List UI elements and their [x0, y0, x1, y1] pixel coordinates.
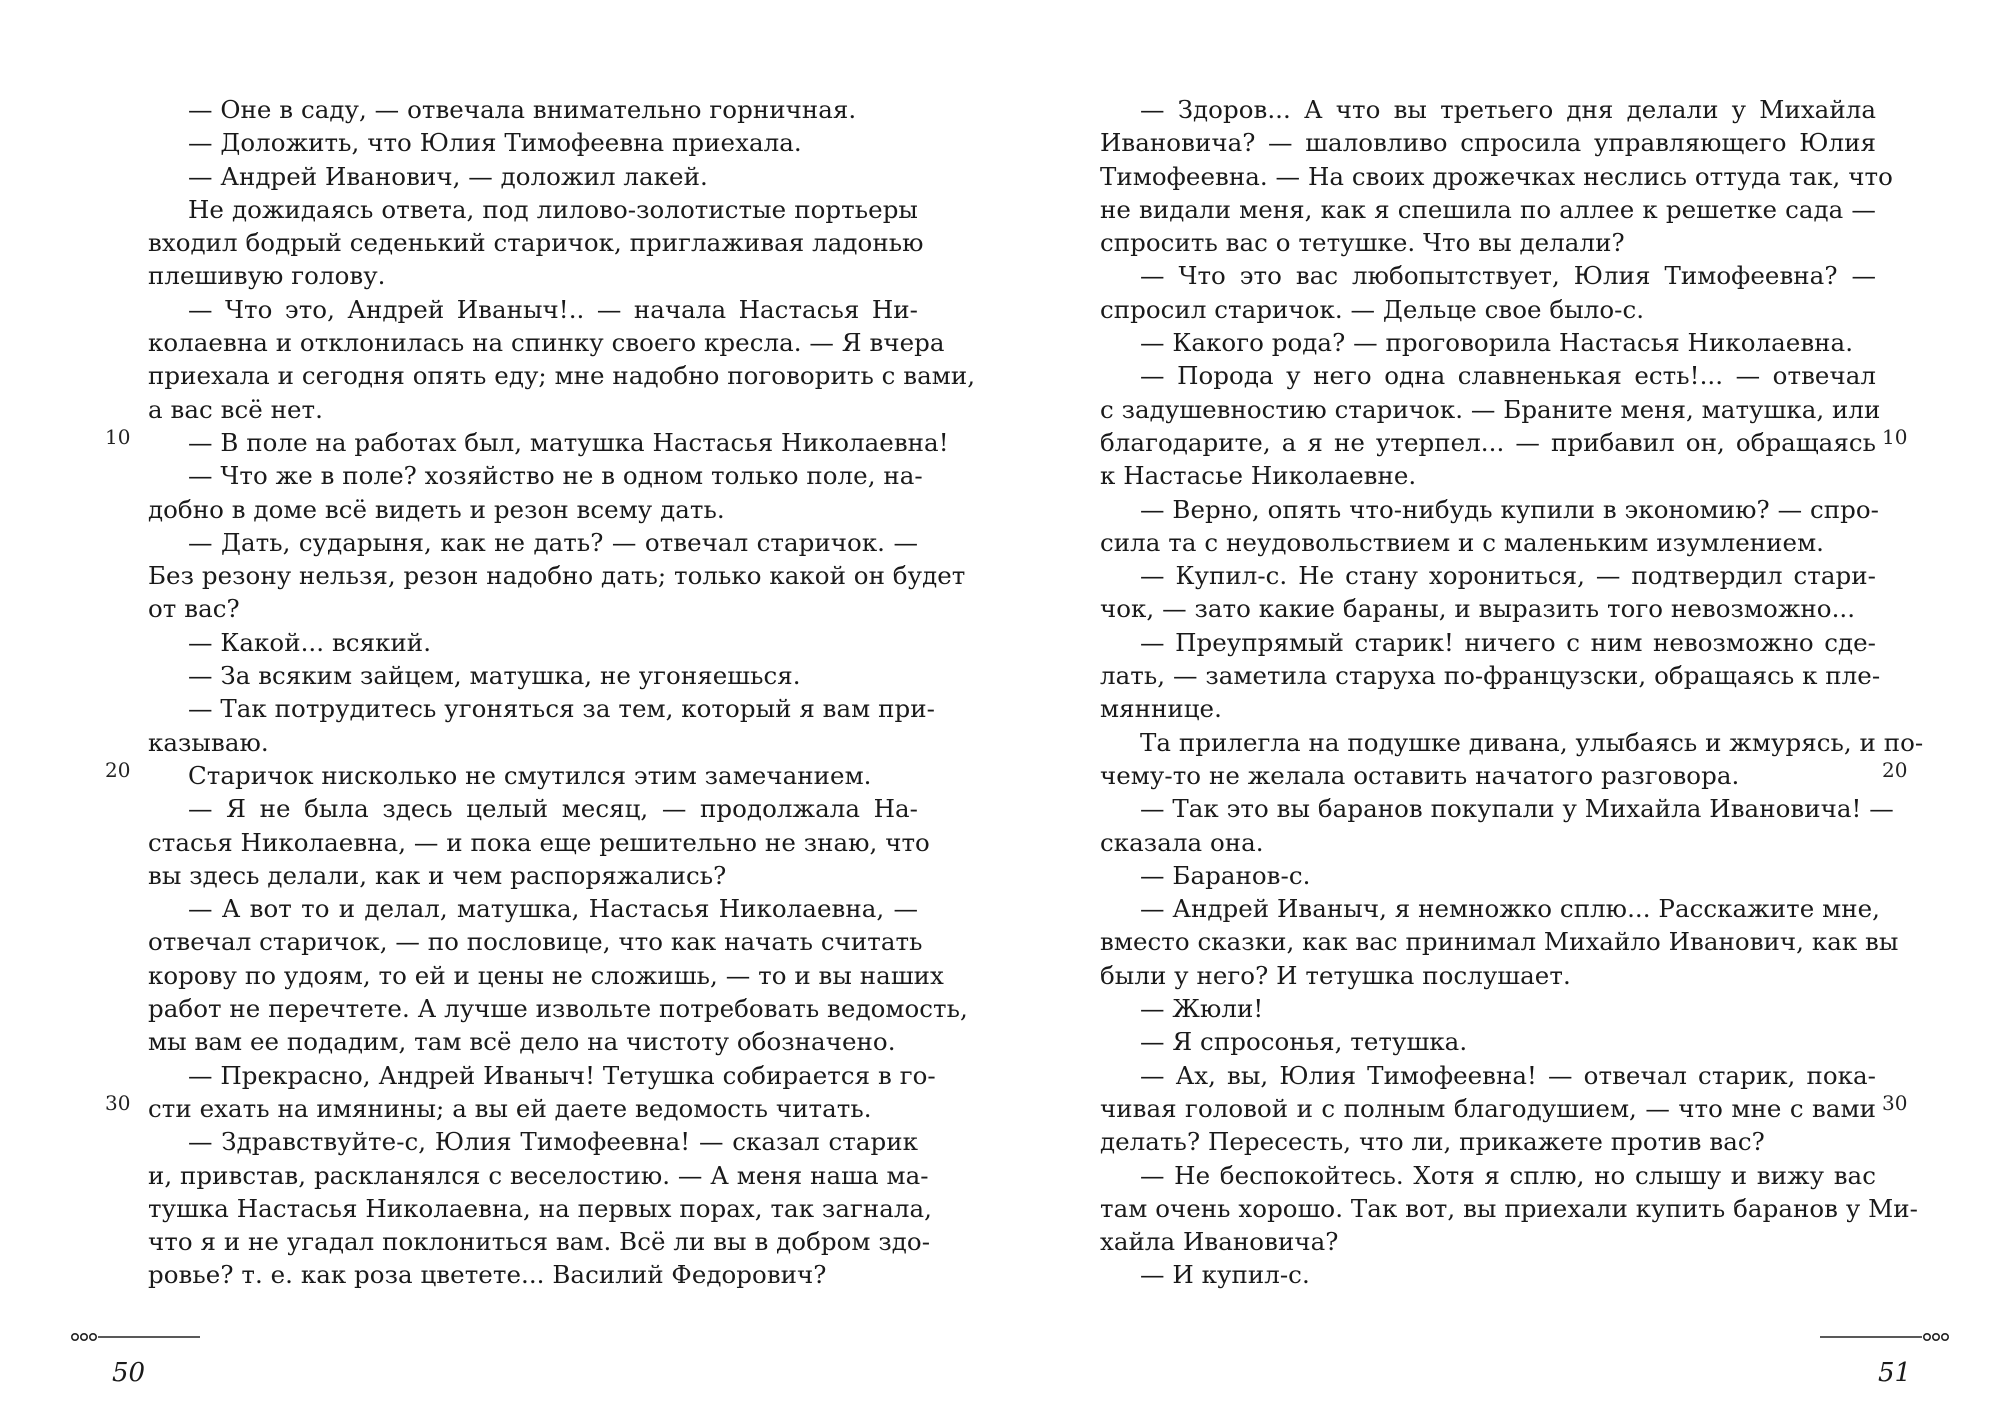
text-line: — И купил-с. — [1140, 1260, 1310, 1290]
line-number-marker: 30 — [1882, 1091, 1908, 1115]
text-line: хайла Ивановича? — [1100, 1227, 1339, 1257]
text-line: — Порода у него одна славненькая есть!... — отвечал — [1140, 361, 1876, 391]
right-page — [1000, 0, 2000, 1417]
line-number-marker: 10 — [1882, 425, 1908, 449]
text-line: вы здесь делали, как и чем распоряжались? — [148, 860, 727, 890]
text-line: спросил старичок. — Дельце свое было-с. — [1100, 294, 1645, 324]
text-line: а вас всё нет. — [148, 394, 323, 424]
text-line: лать, — заметила старуха по-французски, обращаясь к пле- — [1100, 661, 1881, 691]
line-number-marker: 20 — [105, 758, 131, 782]
text-line: добно в доме всё видеть и резон всему дать. — [148, 494, 725, 524]
text-line: — Что же в поле? хозяйство не в одном только поле, на- — [188, 461, 923, 491]
page-number: 50 — [112, 1358, 146, 1388]
text-line: казываю. — [148, 727, 269, 757]
text-line: работ не перечтете. А лучше извольте потребовать ведомость, — [148, 994, 968, 1024]
text-line: стасья Николаевна, — и пока еще решительно не знаю, что — [148, 827, 930, 857]
text-line: сти ехать на имянины; а вы ей даете ведомость читать. — [148, 1093, 872, 1123]
text-line: Без резону нельзя, резон надобно дать; только какой он будет — [148, 561, 966, 591]
text-line: сказала она. — [1100, 827, 1264, 857]
text-line: — Андрей Иванович, — доложил лакей. — [188, 161, 708, 191]
text-line: делать? Пересесть, что ли, прикажете против вас? — [1100, 1127, 1765, 1157]
text-line: ровье? т. е. как роза цветете... Василий Федорович? — [148, 1260, 827, 1290]
text-line: были у него? И тетушка послушает. — [1100, 960, 1571, 990]
text-line: — Баранов-с. — [1140, 860, 1311, 890]
text-line: — Преупрямый старик! ничего с ним невозможно сде- — [1140, 627, 1876, 657]
text-line: — Прекрасно, Андрей Иваныч! Тетушка собирается в го- — [188, 1060, 936, 1090]
text-line: — В поле на работах был, матушка Настасья Николаевна! — [188, 427, 949, 457]
text-line: — Андрей Иваныч, я немножко сплю... Расскажите мне, — [1140, 894, 1881, 924]
text-line: чивая головой и с полным благодушием, — что мне с вами — [1100, 1093, 1876, 1123]
text-line: чему-то не желала оставить начатого разговора. — [1100, 760, 1740, 790]
text-line: что я и не угадал поклониться вам. Всё ли вы в добром здо- — [148, 1227, 931, 1257]
line-number-marker: 10 — [105, 425, 131, 449]
text-line: — Здравствуйте-с, Юлия Тимофеевна! — сказал старик — [188, 1127, 918, 1157]
ornament-icon — [1820, 1330, 1950, 1344]
text-line: — А вот то и делал, матушка, Настасья Николаевна, — — [188, 894, 918, 924]
text-line: тушка Настасья Николаевна, на первых порах, так загнала, — [148, 1193, 932, 1223]
text-line: — Ах, вы, Юлия Тимофеевна! — отвечал старик, пока- — [1140, 1060, 1876, 1090]
text-line: приехала и сегодня опять еду; мне надобно поговорить с вами, — [148, 361, 976, 391]
text-line: вместо сказки, как вас принимал Михайло Иванович, как вы — [1100, 927, 1899, 957]
text-line: — Что это вас любопытствует, Юлия Тимофеевна? — — [1140, 261, 1876, 291]
text-line: Та прилегла на подушке дивана, улыбаясь и жмурясь, и по- — [1140, 727, 1924, 757]
text-line: благодарите, а я не утерпел... — прибавил он, обращаясь — [1100, 427, 1876, 457]
text-line: корову по удоям, то ей и цены не сложишь, — то и вы наших — [148, 960, 944, 990]
text-line: — Я не была здесь целый месяц, — продолжала На- — [188, 794, 918, 824]
text-line: колаевна и отклонилась на спинку своего кресла. — Я вчера — [148, 328, 945, 358]
text-line: — Не беспокойтесь. Хотя я сплю, но слышу и вижу вас — [1140, 1160, 1876, 1190]
left-page-text — [148, 93, 976, 1292]
text-line: — Доложить, что Юлия Тимофеевна приехала. — [188, 128, 802, 158]
text-line: Не дожидаясь ответа, под лилово-золотистые портьеры — [188, 194, 918, 224]
text-line: — Жюли! — [1140, 994, 1264, 1024]
text-line: сила та с неудовольствием и с маленьким изумлением. — [1100, 527, 1825, 557]
text-line: — За всяким зайцем, матушка, не угоняешься. — [188, 661, 801, 691]
text-line: — Так это вы баранов покупали у Михайла Ивановича! — — [1140, 794, 1894, 824]
ornament-icon — [70, 1330, 200, 1344]
text-line: с задушевностию старичок. — Браните меня, матушка, или — [1100, 394, 1881, 424]
text-line: не видали меня, как я спешила по аллее к решетке сада — — [1100, 194, 1876, 224]
text-line: спросить вас о тетушке. Что вы делали? — [1100, 228, 1625, 258]
text-line: — Какого рода? — проговорила Настасья Николаевна. — [1140, 328, 1854, 358]
text-line: входил бодрый седенький старичок, приглаживая ладонью — [148, 228, 924, 258]
text-line: и, привстав, раскланялся с веселостию. — А меня наша ма- — [148, 1160, 929, 1190]
text-line: там очень хорошо. Так вот, вы приехали купить баранов у Ми- — [1100, 1193, 1918, 1223]
text-line: к Настасье Николаевне. — [1100, 461, 1417, 491]
page-number: 51 — [1878, 1358, 1912, 1388]
text-line: мяннице. — [1100, 694, 1222, 724]
text-line: — Так потрудитесь угоняться за тем, который я вам при- — [188, 694, 935, 724]
text-line: — Верно, опять что-нибудь купили в экономию? — спро- — [1140, 494, 1879, 524]
text-line: — Какой... всякий. — [188, 627, 432, 657]
text-line: Старичок нисколько не смутился этим замечанием. — [188, 760, 872, 790]
text-line: — Здоров... А что вы третьего дня делали у Михайла — [1140, 95, 1876, 124]
text-line: Ивановича? — шаловливо спросила управляющего Юлия — [1100, 128, 1876, 158]
line-number-marker: 20 — [1882, 758, 1908, 782]
text-line: плешивую голову. — [148, 261, 386, 291]
text-line: — Дать, сударыня, как не дать? — отвечал старичок. — — [188, 527, 918, 557]
text-line: Тимофеевна. — На своих дрожечках неслись оттуда так, что — [1100, 161, 1893, 191]
text-line: чок, — зато какие бараны, и выразить того невозможно... — [1100, 594, 1856, 624]
text-line: — Купил-с. Не стану хорониться, — подтвердил стари- — [1140, 561, 1876, 591]
text-line: от вас? — [148, 594, 240, 624]
text-line: — Что это, Андрей Иваныч!.. — начала Настасья Ни- — [188, 294, 918, 324]
line-number-marker: 30 — [105, 1091, 131, 1115]
text-line: — Я спросонья, тетушка. — [1140, 1027, 1468, 1057]
text-line: мы вам ее подадим, там всё дело на чистоту обозначено. — [148, 1027, 896, 1057]
text-line: — Оне в саду, — отвечала внимательно горничная. — [188, 95, 857, 124]
text-line: отвечал старичок, — по пословице, что как начать считать — [148, 927, 923, 957]
